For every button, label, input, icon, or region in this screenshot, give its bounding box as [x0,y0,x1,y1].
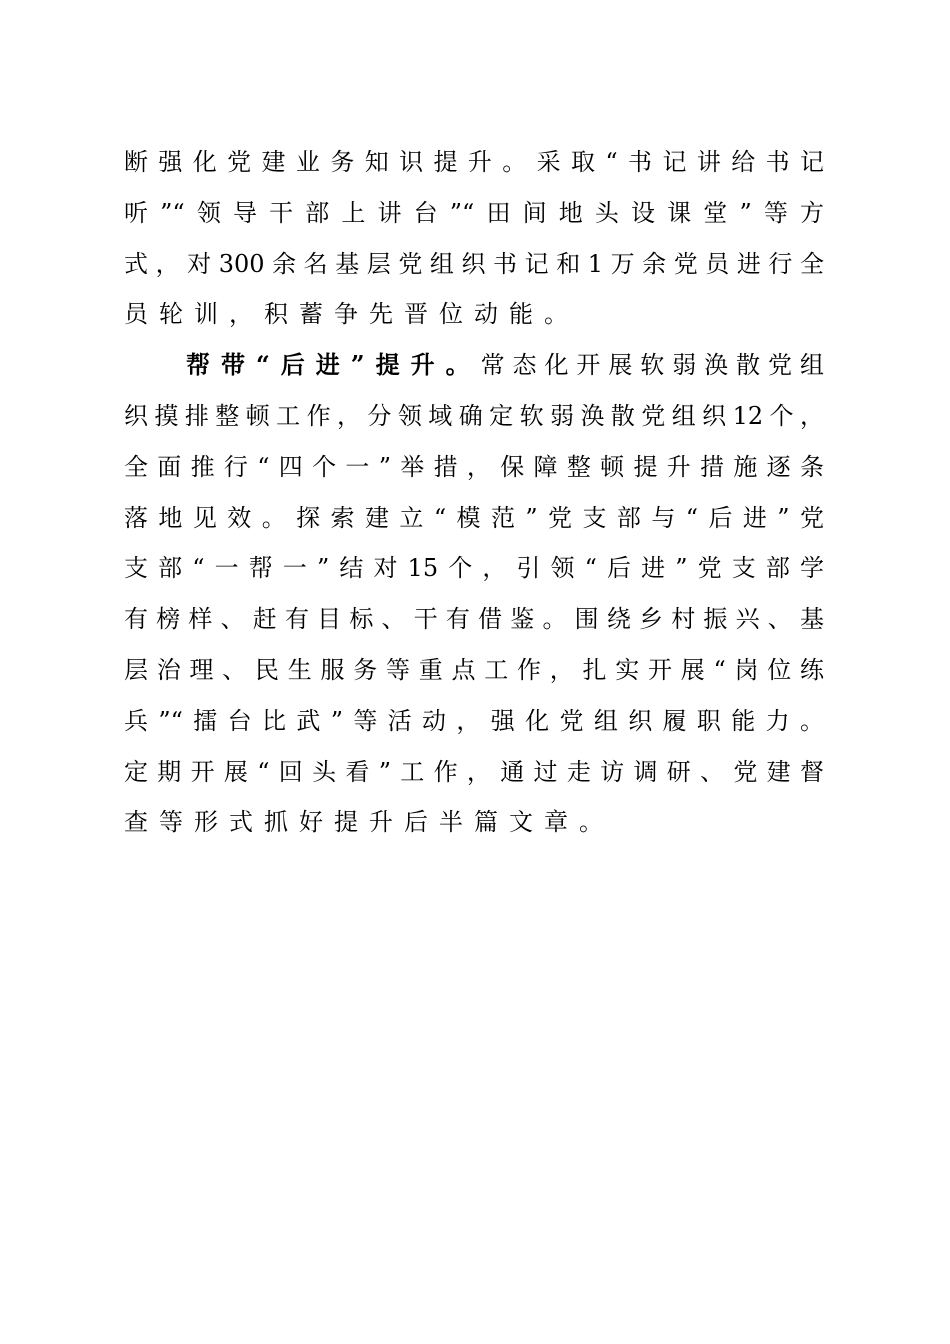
paragraph-2-line-6: 有榜样、赶有目标、干有借鉴。围绕乡村振兴、基 [124,605,824,634]
body-text [124,137,824,848]
paragraph-1-line-2: 听”“领导干部上讲台”“田间地头设课堂”等方 [124,198,824,227]
paragraph-2-line-1 [124,340,824,391]
paragraph-2-line-8: 兵”“擂台比武”等活动，强化党组织履职能力。 [124,706,824,735]
paragraph-2-first-line-text: 常态化开展软弱涣散党组 [480,351,824,380]
paragraph-2-line-9: 定期开展“回头看”工作，通过走访调研、党建督 [124,757,824,786]
paragraph-2-line-4: 落地见效。探索建立“模范”党支部与“后进”党 [124,503,824,532]
paragraph-1-line-3: 式，对300余名基层党组织书记和1万余党员进行全 [124,249,824,278]
paragraph-2-line-7: 层治理、民生服务等重点工作，扎实开展“岗位练 [124,655,824,684]
paragraph-2-line-2: 织摸排整顿工作，分领域确定软弱涣散党组织12个， [124,401,824,430]
paragraph-2-heading: 帮带“后进”提升。 [186,350,481,380]
paragraph-1-line-1: 断强化党建业务知识提升。采取“书记讲给书记 [124,148,824,176]
paragraph-2-line-5: 支部“一帮一”结对15个，引领“后进”党支部学 [124,554,824,583]
paragraph-1-line-4: 员轮训，积蓄争先晋位动能。 [124,300,579,329]
paragraph-2-line-3: 全面推行“四个一”举措，保障整顿提升措施逐条 [124,452,824,481]
paragraph-2-line-10: 查等形式抓好提升后半篇文章。 [124,808,614,837]
